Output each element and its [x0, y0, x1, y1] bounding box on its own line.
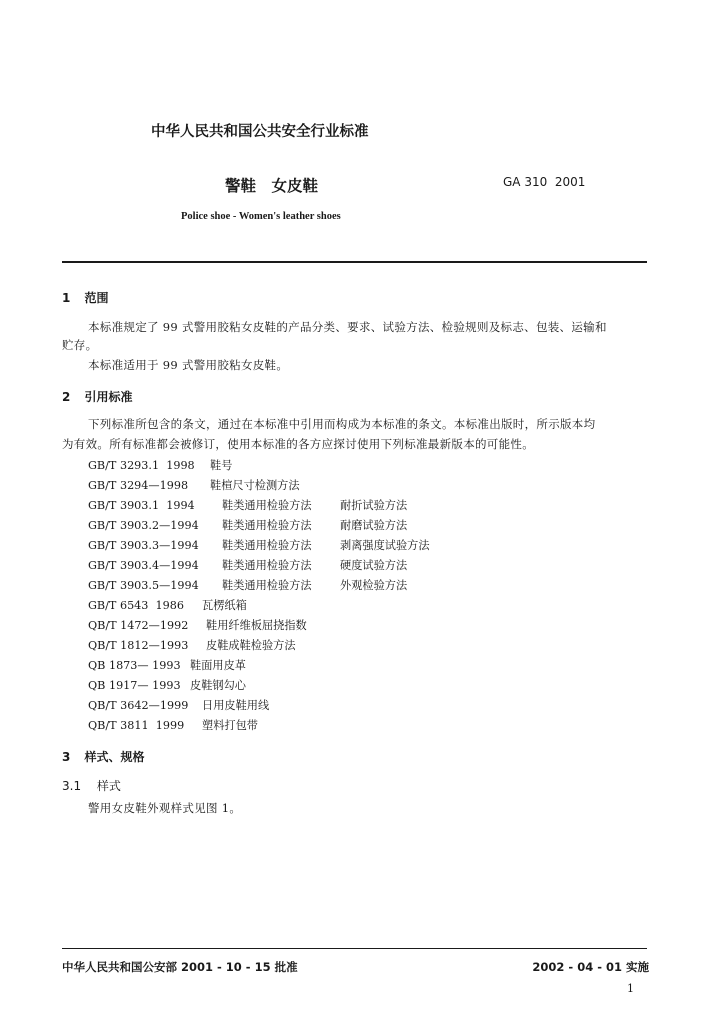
- ref-subtitle: 耐折试验方法: [340, 499, 408, 512]
- ref-code: QB/T 1472—1992: [88, 619, 189, 632]
- list-item: [88, 577, 407, 593]
- ref-subtitle: 硬度试验方法: [340, 559, 408, 572]
- ref-code: QB/T 3642—1999: [88, 699, 189, 712]
- ref-subtitle: 外观检验方法: [340, 579, 408, 592]
- ref-code: GB/T 3903.1 1994: [88, 499, 195, 512]
- ref-code: QB/T 3811 1999: [88, 719, 185, 732]
- header-rule: [62, 261, 647, 263]
- section-1-paragraph-line: 本标准规定了 99 式警用胶粘女皮鞋的产品分类、要求、试验方法、检验规则及标志、包装、运输和: [88, 320, 607, 334]
- footer-rule: [62, 948, 647, 949]
- section-2-heading: [62, 388, 133, 405]
- ref-title: 皮鞋钢勾心: [190, 679, 246, 692]
- list-item: [88, 717, 258, 733]
- section-2-title: 引用标准: [84, 390, 133, 404]
- ref-code: GB/T 3903.4—1994: [88, 559, 199, 572]
- section-1-scope-sentence: 本标准适用于 99 式警用胶粘女皮鞋。: [88, 358, 289, 372]
- ref-title: 鞋楦尺寸检测方法: [210, 479, 300, 492]
- ref-title: 鞋面用皮革: [190, 659, 246, 672]
- subsection-3-1-text: 警用女皮鞋外观样式见图 1。: [88, 801, 242, 815]
- section-1-number: 1: [62, 291, 71, 305]
- list-item: [88, 657, 246, 673]
- ref-title: 塑料打包带: [202, 719, 258, 732]
- ref-title: 鞋号: [210, 459, 233, 472]
- list-item: [88, 477, 300, 493]
- ref-title: 鞋类通用检验方法: [222, 539, 312, 552]
- section-2-number: 2: [62, 390, 71, 404]
- ref-subtitle: 剥离强度试验方法: [340, 539, 430, 552]
- list-item: [88, 617, 307, 633]
- section-1-paragraph-line: 贮存。: [62, 338, 98, 352]
- list-item: [88, 697, 269, 713]
- ref-title: 鞋类通用检验方法: [222, 579, 312, 592]
- standard-category: 中华人民共和国公共安全行业标准: [151, 124, 369, 140]
- ref-title: 皮鞋成鞋检验方法: [206, 639, 296, 652]
- list-item: [88, 637, 296, 653]
- subsection-3-1-title: 样式: [96, 779, 121, 793]
- list-item: [88, 457, 232, 473]
- ref-title: 鞋类通用检验方法: [222, 519, 312, 532]
- section-3-heading: [62, 748, 145, 765]
- ref-title: 鞋类通用检验方法: [222, 499, 312, 512]
- approval-line: 中华人民共和国公安部 2001 - 10 - 15 批准: [62, 960, 298, 974]
- list-item: [88, 537, 430, 553]
- list-item: [88, 517, 407, 533]
- implementation-date: 2002 - 04 - 01 实施: [532, 960, 649, 974]
- ref-code: GB/T 3293.1 1998: [88, 459, 195, 472]
- list-item: [88, 557, 407, 573]
- subsection-3-1-heading: [62, 777, 121, 794]
- section-3-title: 样式、规格: [84, 750, 145, 764]
- section-1-heading: [62, 289, 109, 306]
- ref-code: GB/T 3903.2—1994: [88, 519, 199, 532]
- list-item: [88, 497, 407, 513]
- section-3-number: 3: [62, 750, 71, 764]
- ref-title: 日用皮鞋用线: [202, 699, 270, 712]
- ref-code: GB/T 3903.5—1994: [88, 579, 199, 592]
- ref-code: QB 1873— 1993: [88, 659, 181, 672]
- subsection-3-1-number: 3.1: [62, 779, 82, 793]
- ref-code: GB/T 3903.3—1994: [88, 539, 199, 552]
- page-number: 1: [627, 982, 634, 995]
- standard-number: GA 310 2001: [503, 175, 586, 189]
- ref-subtitle: 耐磨试验方法: [340, 519, 408, 532]
- section-2-intro-line: 为有效。所有标准都会被修订，使用本标准的各方应探讨使用下列标准最新版本的可能性。: [62, 437, 534, 451]
- ref-code: QB/T 1812—1993: [88, 639, 189, 652]
- ref-code: GB/T 6543 1986: [88, 599, 185, 612]
- ref-title: 鞋类通用检验方法: [222, 559, 312, 572]
- list-item: [88, 597, 247, 613]
- list-item: [88, 677, 246, 693]
- english-title: Police shoe - Women's leather shoes: [181, 211, 341, 222]
- section-2-intro-line: 下列标准所包含的条文，通过在本标准中引用而构成为本标准的条文。本标准出版时，所示版本均: [88, 417, 596, 431]
- ref-title: 瓦楞纸箱: [202, 599, 247, 612]
- section-1-title: 范围: [84, 291, 109, 305]
- ref-code: QB 1917— 1993: [88, 679, 181, 692]
- document-title: 警鞋 女皮鞋: [225, 177, 319, 195]
- ref-title: 鞋用纤维板屈挠指数: [206, 619, 307, 632]
- ref-code: GB/T 3294—1998: [88, 479, 189, 492]
